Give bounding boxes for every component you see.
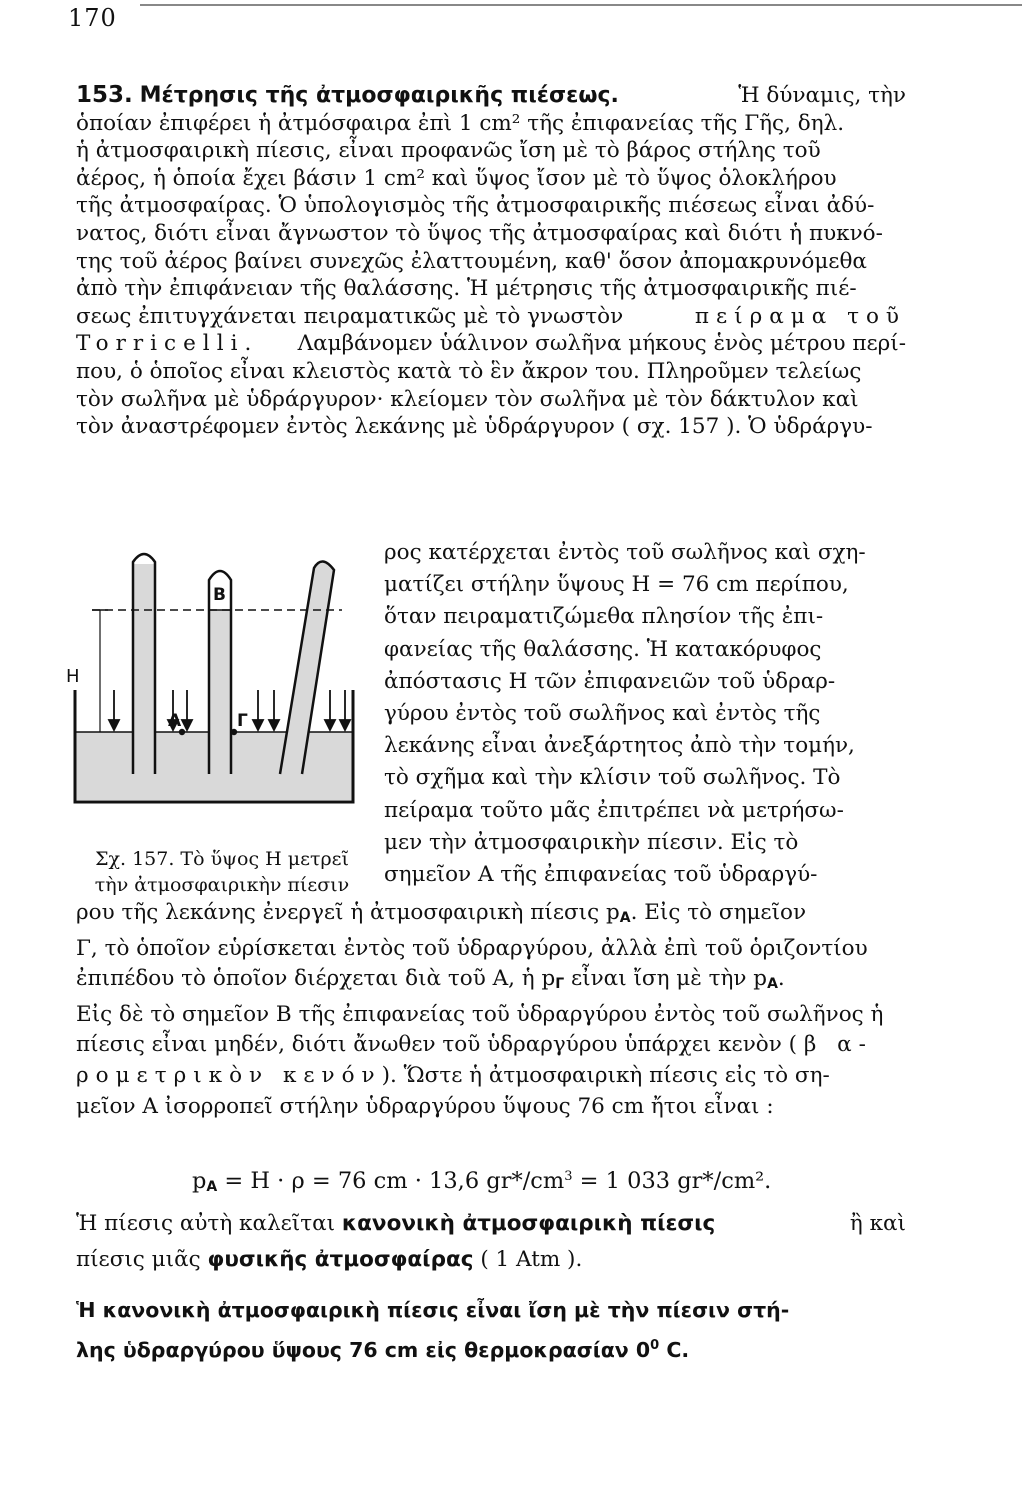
paragraph-line: Εἰς δὲ τὸ σημεῖον Β τῆς ἐπιφανείας τοῦ ὑδραργύρου ἐντὸς τοῦ σωλῆνος ἡ (76, 1001, 884, 1027)
paragraph-line (76, 1030, 906, 1061)
column-line: μεν τὴν ἀτμοσφαιρικὴν πίεσιν. Εἰς τὸ (384, 829, 799, 855)
section-number: 153. (76, 82, 133, 108)
torricelli-name: Torricelli. (76, 331, 259, 357)
paragraph-text: Λαμβάνομεν ὑάλινον σωλῆνα μήκους ἑνὸς μέτρου περί- (297, 331, 906, 357)
law-statement (76, 1292, 906, 1368)
formula-tail: = 1 033 gr*/cm². (572, 1168, 772, 1194)
column-line: τὸ σχῆμα καὶ τὴν κλίσιν τοῦ σωλῆνος. Τὸ (384, 765, 841, 791)
pressure-formula (192, 1168, 771, 1195)
paragraph-line: που, ὁ ὁποῖος εἶναι κλειστὸς κατὰ τὸ ἓν ἄκρον του. Πληροῦμεν τελείως (76, 358, 862, 384)
figure-caption (62, 846, 382, 898)
spaced-text: β α- (803, 1032, 873, 1058)
paragraph-text: πίεσις μιᾶς (76, 1247, 201, 1272)
label-h: Η (66, 666, 80, 687)
paragraph-text: . Εἰς τὸ σημεῖον (630, 900, 807, 925)
spaced-text: ρομετρικὸν κενόν (76, 1062, 382, 1088)
figure-157 (62, 540, 362, 840)
paragraph-line (76, 964, 906, 1000)
bottom-paragraph (76, 898, 906, 1122)
torricelli-diagram (62, 540, 362, 840)
column-line: ἀπόστασις Η τῶν ἐπιφανειῶν τοῦ ὑδραρ- (384, 668, 836, 694)
paragraph-line (76, 898, 906, 934)
paragraph-text: . (777, 966, 785, 992)
formula-sub: A (206, 1179, 218, 1195)
law-line: Ἡ κανονικὴ ἀτμοσφαιρικὴ πίεσις εἶναι ἴση μὲ τὴν πίεσιν στή- (76, 1298, 790, 1322)
column-line: γύρου ἐντὸς τοῦ σωλῆνος καὶ ἐντὸς τῆς (384, 701, 821, 727)
paragraph-line (76, 303, 906, 331)
paragraph-line (76, 330, 906, 358)
formula-p: p (192, 1168, 207, 1194)
paragraph-line: ἡ ἀτμοσφαιρικὴ πίεσις, εἶναι προφανῶς ἴση μὲ τὸ βάρος στήλης τοῦ (76, 138, 821, 164)
paragraph-line (76, 1242, 906, 1278)
paragraph-line: της τοῦ ἀέρος βαίνει συνεχῶς ἐλαττουμένη, καθ' ὅσον ἀπομακρυνόμεθα (76, 248, 867, 274)
label-g: Γ (237, 711, 248, 731)
paragraph-line: τῆς ἀτμοσφαίρας. Ὁ ὑπολογισμὸς τῆς ἀτμοσφαιρικῆς πιέσεως εἶναι ἀδύ- (76, 193, 875, 219)
paragraph-text: ). Ὥστε ἡ ἀτμοσφαιρικὴ πίεσις εἰς τὸ ση- (381, 1062, 830, 1088)
bold-term: κανονικὴ ἀτμοσφαιρικὴ πίεσις (341, 1211, 716, 1236)
caption-line: Σχ. 157. Τὸ ὕψος Η μετρεῖ (95, 848, 349, 870)
column-line: ρος κατέρχεται ἐντὸς τοῦ σωλῆνος καὶ σχη- (384, 540, 866, 565)
paragraph-text: σεως ἐπιτυγχάνεται πειραματικῶς μὲ τὸ γνωστὸν (76, 303, 624, 329)
paragraph-text: ἢ καὶ (849, 1211, 906, 1236)
paragraph-line: τὸν ἀναστρέφομεν ἐντὸς λεκάνης μὲ ὑδράργυρον ( σχ. 157 ). Ὁ ὑδράργυ- (76, 414, 873, 440)
paragraph-line: ὁποίαν ἐπιφέρει ἡ ἀτμόσφαιρα ἐπὶ 1 cm² τῆς ἐπιφανείας τῆς Γῆς, δηλ. (76, 110, 845, 136)
section-title: Μέτρησις τῆς ἀτμοσφαιρικῆς πιέσεως. (139, 83, 619, 108)
first-line-rest: Ἡ δύναμις, τὴν (738, 83, 906, 108)
law-text: λης ὑδραργύρου ὕψους 76 cm εἰς θερμοκρασίαν 0 (76, 1338, 651, 1362)
law-sup: 0 (650, 1338, 660, 1353)
main-paragraph (76, 82, 906, 441)
paragraph-line: ἀέρος, ἡ ὁποία ἔχει βάσιν 1 cm² καὶ ὕψος ἴσον μὲ τὸ ὕψος ὁλοκλήρου (76, 165, 837, 191)
definition-paragraph (76, 1206, 906, 1278)
tube-left-mercury (133, 564, 155, 774)
spaced-peirama: πείραμα τοῦ (694, 303, 906, 329)
top-rule (140, 4, 1022, 6)
paragraph-text: ( 1 Atm ). (480, 1247, 583, 1272)
paragraph-line: μεῖον Α ἰσορροπεῖ στήλην ὑδραργύρου ὕψους 76 cm ἤτοι εἶναι : (76, 1093, 774, 1119)
right-column-text (372, 537, 906, 891)
paragraph-line: Γ, τὸ ὁποῖον εὑρίσκεται ἐντὸς τοῦ ὑδραργύρου, ἀλλὰ ἐπὶ τοῦ ὁριζοντίου (76, 935, 868, 961)
caption-line: τὴν ἀτμοσφαιρικὴν πίεσιν (94, 874, 350, 896)
law-text: C. (659, 1338, 690, 1362)
paragraph-line: τὸν σωλῆνα μὲ ὑδράργυρον· κλείομεν τὸν σωλῆνα μὲ τὸν δάκτυλον καὶ (76, 386, 859, 412)
column-line: ὅταν πειραματιζώμεθα πλησίον τῆς ἐπι- (384, 604, 824, 630)
page-number: 170 (68, 4, 117, 32)
paragraph-text: ἐπιπέδου τὸ ὁποῖον διέρχεται διὰ τοῦ Α, ἡ p (76, 966, 556, 992)
label-a: Α (168, 711, 182, 731)
paragraph-text: Ἡ πίεσις αὐτὴ καλεῖται (76, 1211, 336, 1236)
formula-sup: 3 (564, 1169, 573, 1184)
bold-term: φυσικῆς ἀτμοσφαίρας (207, 1247, 474, 1272)
column-line: πείραμα τοῦτο μᾶς ἐπιτρέπει νὰ μετρήσω- (384, 797, 844, 823)
subscript: A (619, 910, 631, 926)
formula-body: = Η · ρ = 76 cm · 13,6 gr*/cm (217, 1168, 565, 1194)
paragraph-text: εἶναι ἴση μὲ τὴν p (564, 966, 768, 992)
column-line: ματίζει στήλην ὕψους Η = 76 cm περίπου, (384, 572, 849, 598)
heading-line (76, 82, 906, 110)
column-line: λεκάνης εἶναι ἀνεξάρτητος ἀπὸ τὴν τομήν, (384, 733, 855, 759)
paragraph-line (76, 1061, 906, 1092)
law-line (76, 1328, 906, 1368)
column-line: σημεῖον Α τῆς ἐπιφανείας τοῦ ὑδραργύ- (384, 862, 818, 888)
tube-middle-mercury (209, 610, 231, 774)
subscript: Γ (555, 976, 565, 993)
paragraph-text: ρου τῆς λεκάνης ἐνεργεῖ ἡ ἀτμοσφαιρικὴ πίεσις p (76, 900, 620, 925)
paragraph-text: πίεσις εἶναι μηδέν, διότι ἄνωθεν τοῦ ὑδραργύρου ὑπάρχει κενὸν ( (76, 1032, 797, 1058)
subscript: A (767, 976, 778, 993)
paragraph-line (76, 1206, 906, 1242)
column-line: φανείας τῆς θαλάσσης. Ἡ κατακόρυφος (384, 636, 822, 662)
paragraph-line: ἀπὸ τὴν ἐπιφάνειαν τῆς θαλάσσης. Ἡ μέτρησις τῆς ἀτμοσφαιρικῆς πιέ- (76, 276, 857, 302)
paragraph-line: νατος, διότι εἶναι ἄγνωστον τὸ ὕψος τῆς ἀτμοσφαίρας καὶ διότι ἡ πυκνό- (76, 220, 883, 246)
label-b: Β (213, 585, 226, 605)
